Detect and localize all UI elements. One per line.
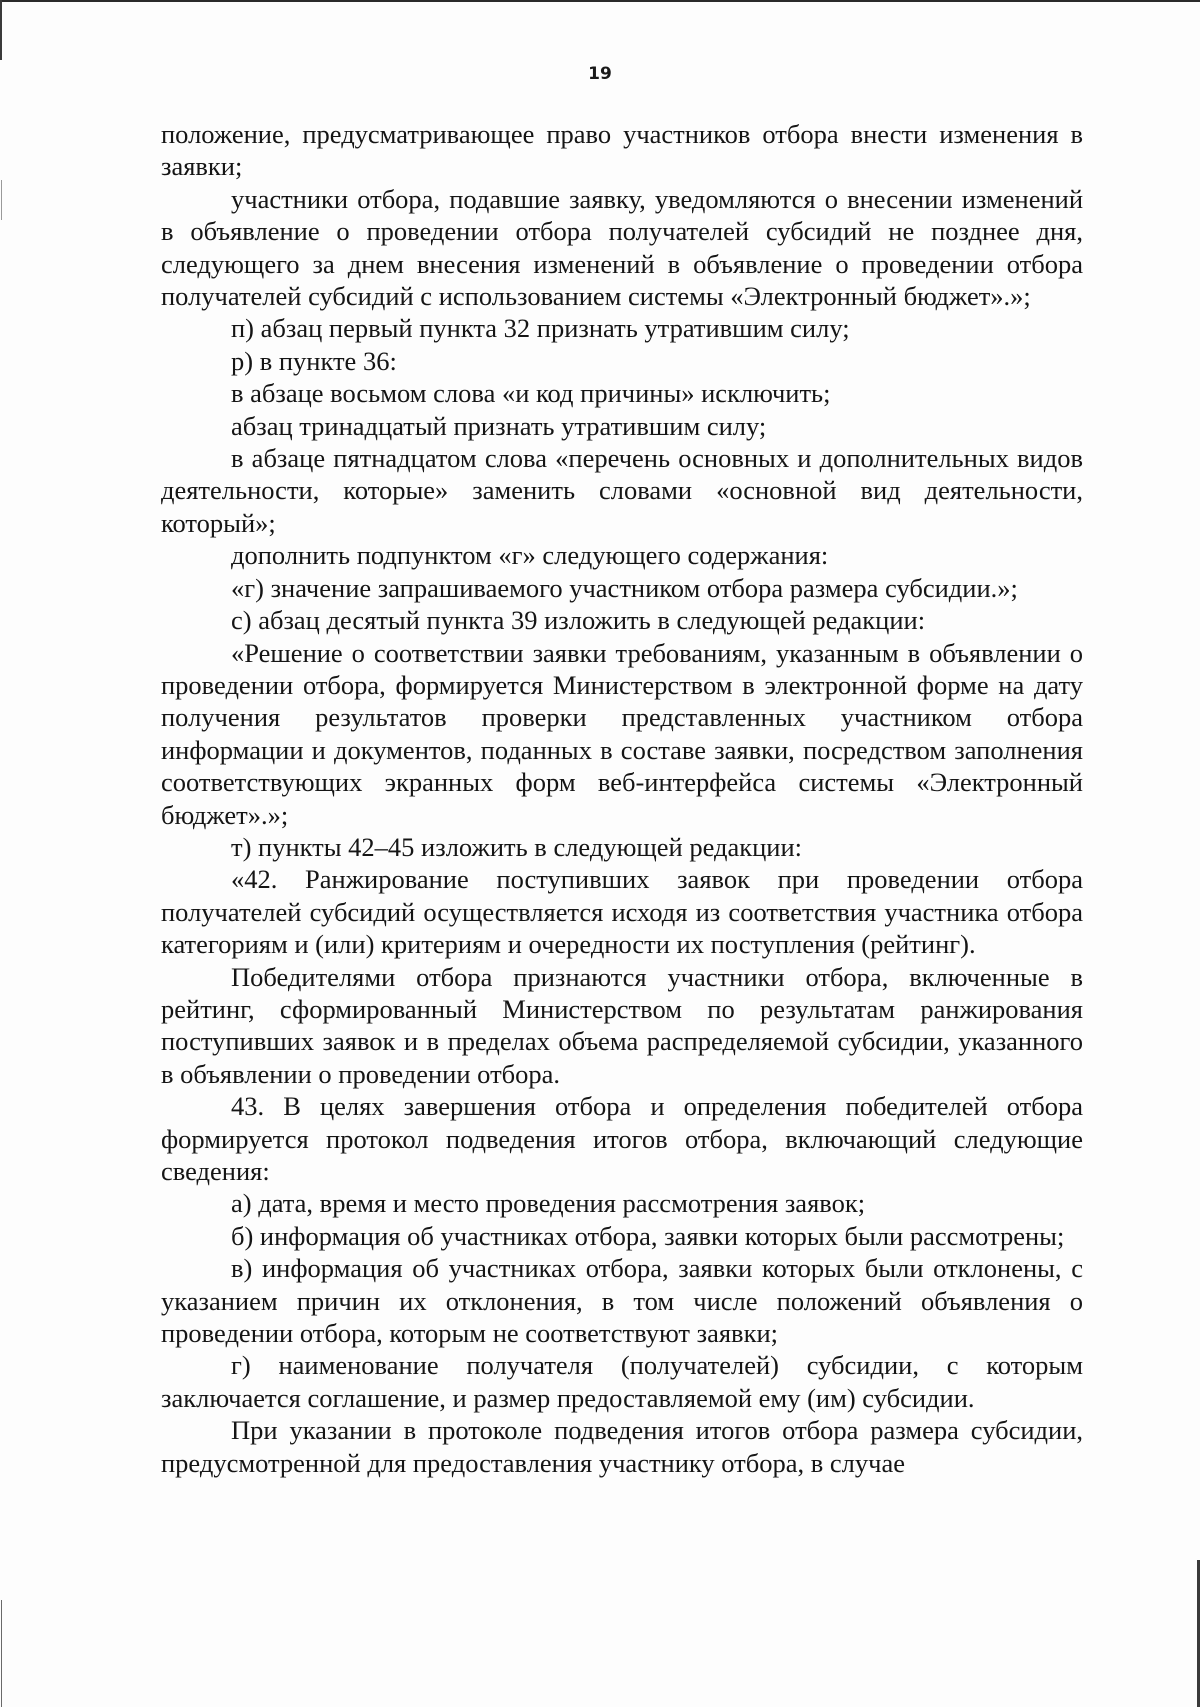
paragraph: При указании в протоколе подведения итогов отбора размера субсидии, предусмотренной для предоставления участнику отбора, в случае: [161, 1415, 1083, 1478]
paragraph: дополнить подпунктом «г» следующего содержания:: [231, 540, 829, 571]
paragraph: абзац тринадцатый признать утратившим силу;: [231, 410, 767, 441]
paragraph: положение, предусматривающее право участников отбора внести изменения в заявки;: [161, 119, 1083, 182]
scan-border-left-bottom: [1, 1600, 2, 1707]
paragraph: р) в пункте 36:: [231, 345, 397, 376]
paragraph: б) информация об участниках отбора, заявки которых были рассмотрены;: [231, 1220, 1065, 1251]
paragraph: с) абзац десятый пункта 39 изложить в следующей редакции:: [231, 605, 926, 636]
paragraph: Победителями отбора признаются участники отбора, включенные в рейтинг, сформированный Министерством по результатам ранжирования поступивших заявок и в пределах объема распределяемой субсидии, указанного в объявлении о проведении отбора.: [161, 961, 1083, 1089]
paragraph: 43. В целях завершения отбора и определения победителей отбора формируется протокол подведения итогов отбора, включающий следующие сведения:: [161, 1091, 1083, 1186]
document-body: [161, 118, 1083, 1479]
paragraph: «42. Ранжирование поступивших заявок при проведении отбора получателей субсидий осуществляется исходя из соответствия участника отбора категориям и (или) критериям и очередности их поступления (рейтинг).: [161, 864, 1083, 960]
paragraph: в абзаце пятнадцатом слова «перечень основных и дополнительных видов деятельности, которые» заменить словами «основной вид деятельности, который»;: [161, 443, 1083, 538]
paragraph: в) информация об участниках отбора, заявки которых были отклонены, с указанием причин их отклонения, в том числе положений объявления о проведении отбора, которым не соответствуют заявки;: [161, 1253, 1083, 1349]
paragraph: т) пункты 42–45 изложить в следующей редакции:: [231, 831, 803, 862]
page-number: 19: [588, 64, 612, 84]
paragraph: участники отбора, подавшие заявку, уведомляются о внесении изменений в объявление о проведении отбора получателей субсидий не позднее дня, следующего за днем внесения изменений в объявление о проведении отбора получателей субсидий с использованием системы «Электронный бюджет».»;: [161, 183, 1083, 312]
paragraph: п) абзац первый пункта 32 признать утратившим силу;: [231, 313, 850, 344]
paragraph: в абзаце восьмом слова «и код причины» исключить;: [231, 378, 831, 409]
scan-border-left-mark: [1, 180, 2, 220]
paragraph: а) дата, время и место проведения рассмотрения заявок;: [231, 1188, 866, 1219]
scan-border-top: [0, 0, 1200, 2]
scan-border-left: [0, 0, 2, 60]
paragraph: «Решение о соответствии заявки требованиям, указанным в объявлении о проведении отбора, формируется Министерством в электронной форме на дату получения результатов проверки представленных участником отбора информации и документов, поданных в составе заявки, посредством заполнения соответствующих экранных форм веб-интерфейса системы «Электронный бюджет».»;: [161, 637, 1083, 830]
paragraph: «г) значение запрашиваемого участником отбора размера субсидии.»;: [231, 572, 1018, 603]
paragraph: г) наименование получателя (получателей) субсидии, с которым заключается соглашение, и размер предоставляемой ему (им) субсидии.: [161, 1350, 1083, 1413]
